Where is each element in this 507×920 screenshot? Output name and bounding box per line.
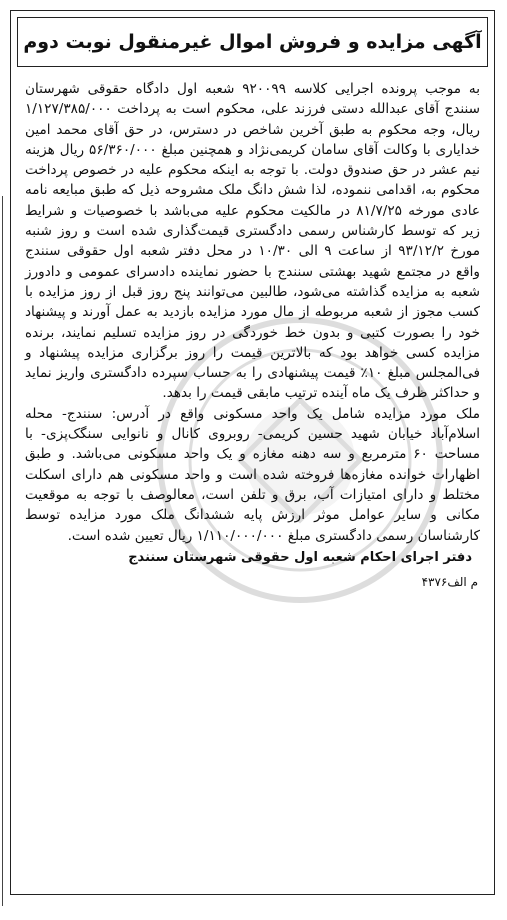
notice-body: [25, 79, 480, 546]
notice-paragraph-2: ملک مورد مزایده شامل یک واحد مسکونی واقع در آدرس: سنندج- محله اسلام‌آباد خیابان شهید حسین کریمی- روبروی کانال و نانوایی سنگک‌پزی- با مساحت ۶۰ مترمربع و سه دهنه مغازه و یک واحد مسکونی می‌باشد. و طبق اظهارات خوانده مغازه‌ها فروخته شده است و واحد مسکونی هم دارای اسکلت مختلط و دارای امتیازات آب، برق و تلفن است، معالوصف با توجه به موقعیت مکانی و سایر عوامل موثر ارزش پایه ششدانگ ملک مورد مزایده توسط کارشناسان رسمی دادگستری مبلغ ۱/۱۱۰/۰۰۰/۰۰۰ ریال تعیین شده است.: [25, 405, 480, 544]
reference-number: م الف۴۳۷۶: [421, 574, 478, 589]
column-divider-line: [2, 196, 3, 906]
issuer-signature: دفتر اجرای احکام شعبه اول حقوقی شهرستان سنندج: [128, 549, 472, 565]
title-box: [17, 17, 488, 67]
notice-title: آگهی مزایده و فروش اموال غیرمنقول نوبت دوم: [23, 31, 482, 53]
notice-paragraph-1: به موجب پرونده اجرایی کلاسه ۹۲۰۰۹۹ شعبه اول دادگاه حقوقی شهرستان سنندج آقای عبدالله دستی فرزند علی، محکوم است به پرداخت ۱/۱۲۷/۳۸۵/۰۰۰ ریال، وجه محکوم به طبق آخرین شاخص در دسترس، در حق آقای محمد امین خدایاری با وکالت آقای سامان کریمی‌نژاد و همچنین مبلغ ۵۶/۳۶۰/۰۰۰ ریال هزینه نیم عشر در حق صندوق دولت. با توجه به اینکه محکوم علیه در خصوص پرداخت محکوم به، اقدامی ننموده، لذا شش دانگ ملک مشروحه ذیل که طبق مبایعه نامه عادی مورخه ۸۱/۷/۲۵ در مالکیت محکوم علیه می‌باشد با خصوصیات و شرایط زیر که توسط کارشناس رسمی دادگستری قیمت‌گذاری شده است و روز شنبه مورخ ۹۳/۱۲/۲ از ساعت ۹ الی ۱۰/۳۰ در محل دفتر شعبه اول حقوقی سنندج واقع در مجتمع شهید بهشتی سنندج با حضور نماینده دادسرای عمومی و دادورز شعبه به مزایده گذاشته می‌شود، طالبین می‌توانند پنج روز قبل از روز مزایده با کسب مجوز از شعبه مربوطه از مال مورد مزایده بازدید به عمل آورند و پیشنهاد خود را بصورت کتبی و بدون خط خوردگی در روز مزایده تسلیم نمایند، برنده مزایده کسی خواهد بود که بالاترین قیمت را روز برگزاری مزایده پیشنهاد و فی‌المجلس مبلغ ۱۰٪ قیمت پیشنهادی را به حساب سپرده دادگستری واریز نماید و حداکثر ظرف یک ماه آینده ترتیب مابقی قیمت را بدهد.: [25, 81, 481, 402]
notice-frame: [10, 10, 495, 895]
